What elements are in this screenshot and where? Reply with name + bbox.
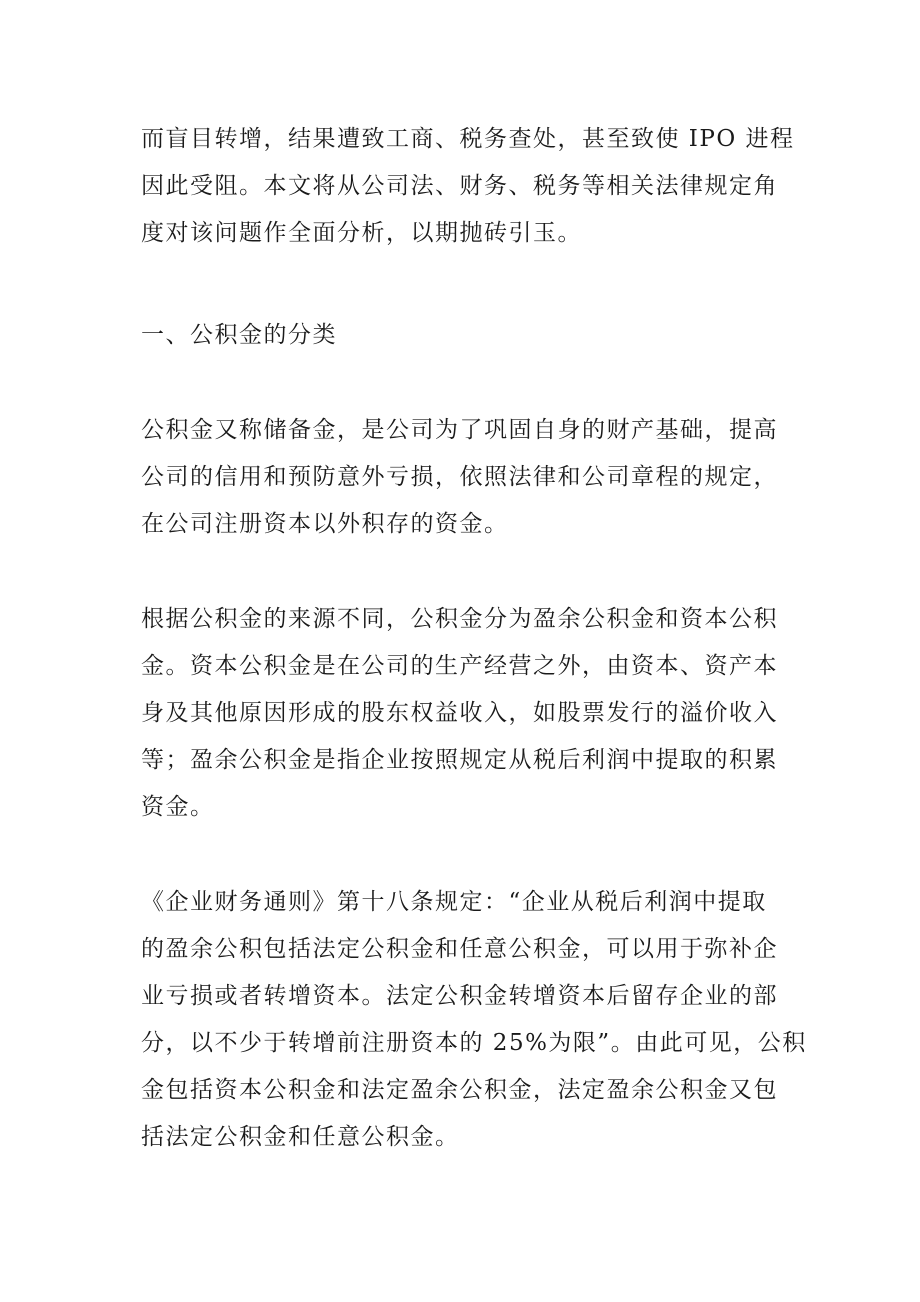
text-line: 因此受阻。本文将从公司法、财务、税务等相关法律规定角 [141,173,778,199]
text-line: 度对该问题作全面分析，以期抛砖引玉。 [141,220,582,246]
text-line: 分，以不少于转增前注册资本的 25%为限”。由此可见，公积 [141,1030,807,1056]
text-line: 金。资本公积金是在公司的生产经营之外，由资本、资产本 [141,653,778,679]
text-line: 业亏损或者转增资本。法定公积金转增资本后留存企业的部 [141,983,778,1009]
text-line: 根据公积金的来源不同，公积金分为盈余公积金和资本公积 [141,606,778,632]
paragraph-definition [141,407,791,548]
text-line: 的盈余公积包括法定公积金和任意公积金，可以用于弥补企 [141,936,778,962]
text-line: 《企业财务通则》第十八条规定：“企业从税后利润中提取 [141,889,767,915]
section-heading [141,312,791,359]
paragraph-intro-continuation [141,116,795,257]
text-line: 括法定公积金和任意公积金。 [141,1124,460,1150]
text-line: 身及其他原因形成的股东权益收入，如股票发行的溢价收入 [141,700,778,726]
paragraph-spacer [141,548,791,596]
paragraph-regulation [141,879,807,1161]
paragraph-spacer [141,257,791,312]
paragraph-spacer [141,359,791,407]
text-line: 等；盈余公积金是指企业按照规定从税后利润中提取的积累 [141,747,778,773]
heading-text: 一、公积金的分类 [141,322,337,348]
text-line: 资金。 [141,794,215,820]
text-line: 金包括资本公积金和法定盈余公积金，法定盈余公积金又包 [141,1077,778,1103]
paragraph-spacer [141,831,791,879]
text-line: 公积金又称储备金，是公司为了巩固自身的财产基础，提高 [141,417,778,443]
document-body [141,116,807,1161]
text-line: 而盲目转增，结果遭致工商、税务查处，甚至致使 IPO 进程 [141,126,795,152]
text-line: 公司的信用和预防意外亏损，依照法律和公司章程的规定， [141,464,778,490]
paragraph-classification [141,596,791,831]
text-line: 在公司注册资本以外积存的资金。 [141,511,509,537]
